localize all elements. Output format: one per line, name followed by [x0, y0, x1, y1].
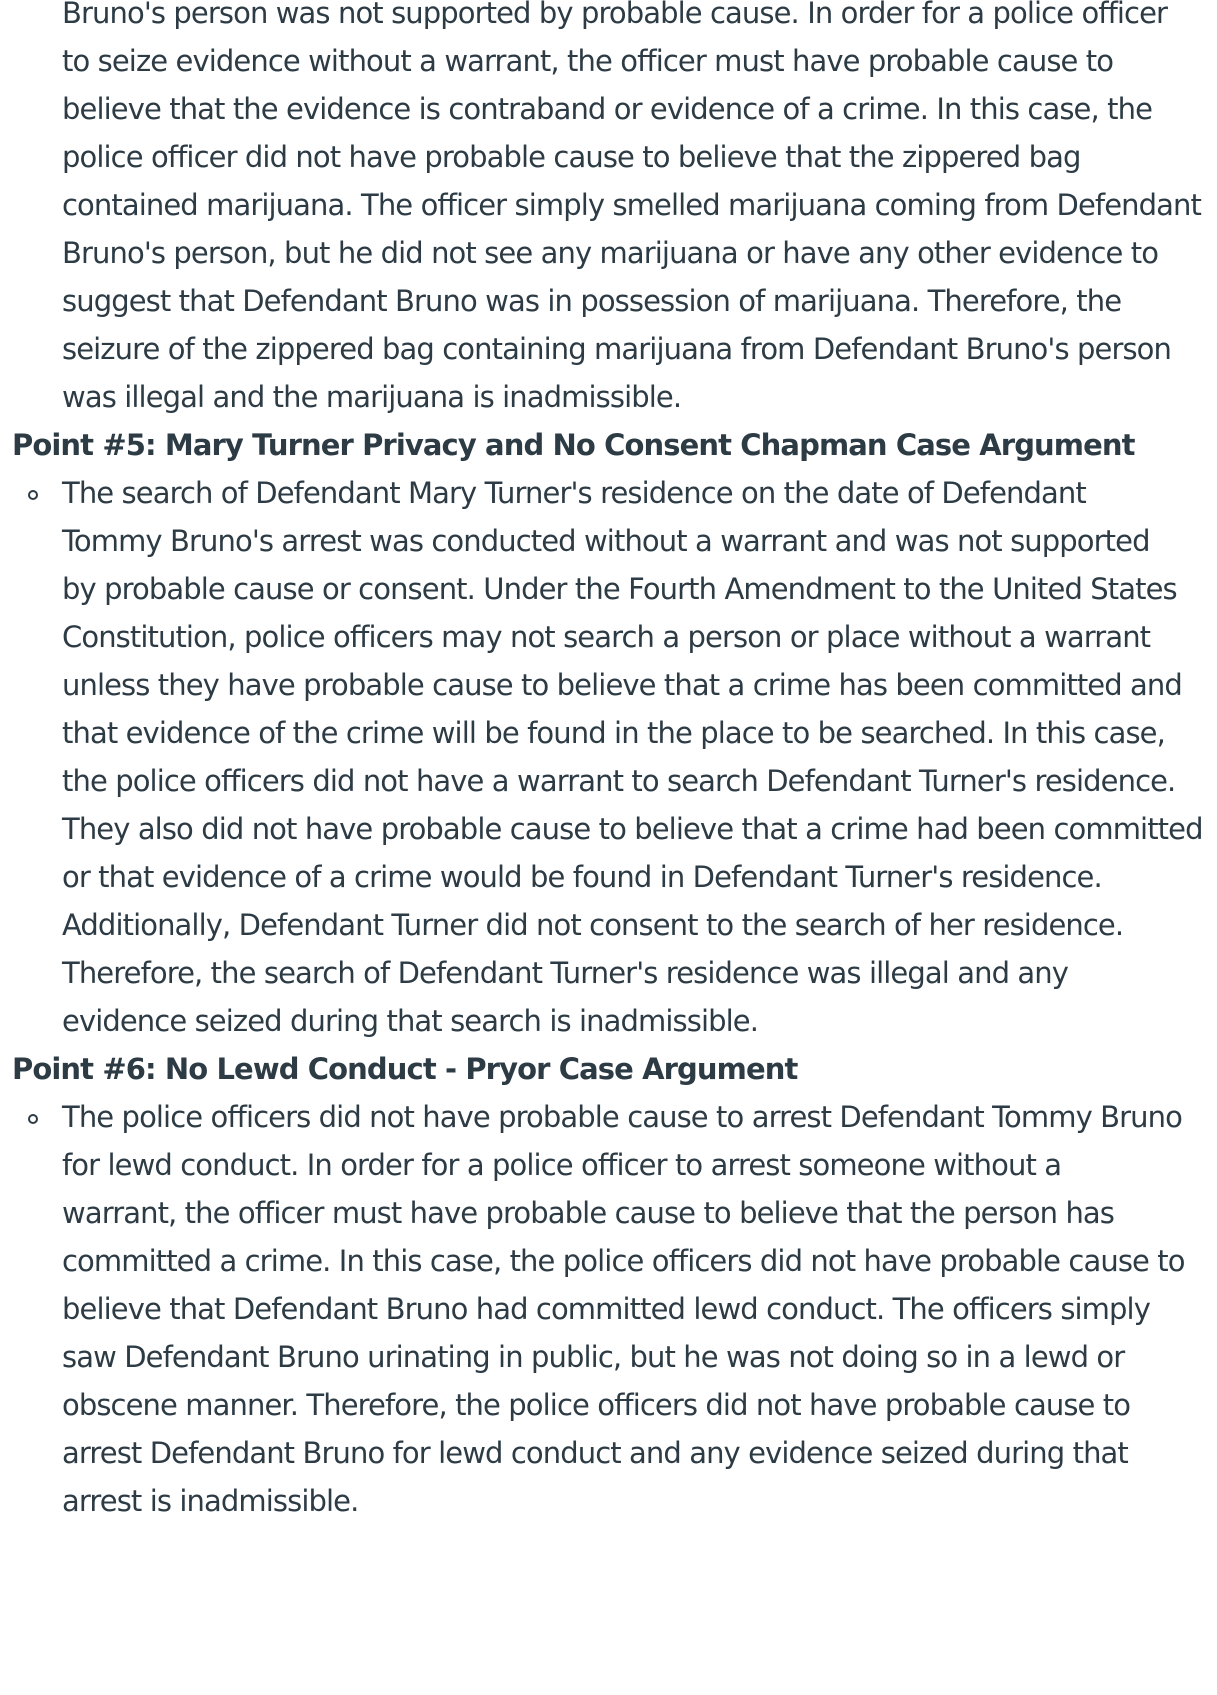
text-line: suggest that Defendant Bruno was in possession of marijuana. Therefore, the: [62, 284, 1122, 318]
text-line: unless they have probable cause to believe that a crime has been committed and: [62, 668, 1182, 702]
text-line: police officer did not have probable cause to believe that the zippered bag: [62, 140, 1081, 174]
text-line: that evidence of the crime will be found in the place to be searched. In this case,: [62, 716, 1165, 750]
point5-paragraph: [62, 469, 1212, 1045]
point5-heading: Point #5: Mary Turner Privacy and No Consent Chapman Case Argument: [12, 428, 1135, 462]
text-line: believe that Defendant Bruno had committed lewd conduct. The officers simply: [62, 1292, 1150, 1326]
text-line: believe that the evidence is contraband or evidence of a crime. In this case, the: [62, 92, 1153, 126]
text-line: or that evidence of a crime would be found in Defendant Turner's residence.: [62, 860, 1102, 894]
text-line: Additionally, Defendant Turner did not consent to the search of her residence.: [62, 908, 1124, 942]
text-line: by probable cause or consent. Under the Fourth Amendment to the United States: [62, 572, 1177, 606]
text-line: Bruno's person was not supported by probable cause. In order for a police officer: [62, 0, 1168, 30]
text-line: The police officers did not have probable cause to arrest Defendant Tommy Bruno: [62, 1100, 1182, 1134]
text-line: evidence seized during that search is inadmissible.: [62, 1004, 759, 1038]
text-line: the police officers did not have a warrant to search Defendant Turner's residence.: [62, 764, 1176, 798]
text-line: arrest Defendant Bruno for lewd conduct and any evidence seized during that: [62, 1436, 1128, 1470]
text-line: was illegal and the marijuana is inadmissible.: [62, 380, 682, 414]
text-line: for lewd conduct. In order for a police officer to arrest someone without a: [62, 1148, 1062, 1182]
text-line: Tommy Bruno's arrest was conducted without a warrant and was not supported: [62, 524, 1150, 558]
text-line: The search of Defendant Mary Turner's residence on the date of Defendant: [62, 476, 1086, 510]
point6-paragraph: [62, 1093, 1212, 1525]
text-line: committed a crime. In this case, the police officers did not have probable cause to: [62, 1244, 1185, 1278]
text-line: to seize evidence without a warrant, the officer must have probable cause to: [62, 44, 1114, 78]
text-line: Bruno's person, but he did not see any marijuana or have any other evidence to: [62, 236, 1159, 270]
text-line: Therefore, the search of Defendant Turner's residence was illegal and any: [62, 956, 1069, 990]
text-line: They also did not have probable cause to believe that a crime had been committed: [62, 812, 1203, 846]
text-line: contained marijuana. The officer simply smelled marijuana coming from Defendant: [62, 188, 1201, 222]
text-line: Constitution, police officers may not search a person or place without a warrant: [62, 620, 1151, 654]
text-line: arrest is inadmissible.: [62, 1484, 359, 1518]
text-line: obscene manner. Therefore, the police officers did not have probable cause to: [62, 1388, 1131, 1422]
bullet-icon: [28, 490, 38, 500]
point4-paragraph: [62, 0, 1212, 421]
text-line: seizure of the zippered bag containing marijuana from Defendant Bruno's person: [62, 332, 1172, 366]
point6-heading: Point #6: No Lewd Conduct - Pryor Case Argument: [12, 1052, 798, 1086]
text-line: warrant, the officer must have probable cause to believe that the person has: [62, 1196, 1115, 1230]
text-line: saw Defendant Bruno urinating in public, but he was not doing so in a lewd or: [62, 1340, 1125, 1374]
bullet-icon: [28, 1114, 38, 1124]
